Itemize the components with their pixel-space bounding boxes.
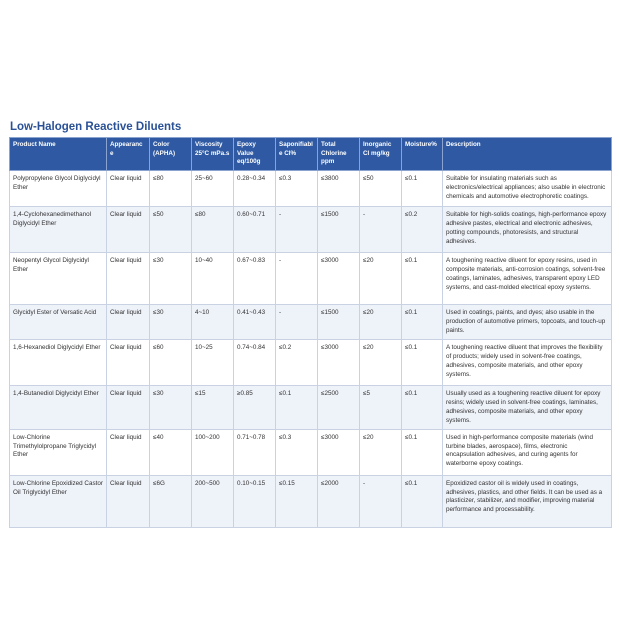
total-chlorine-cell: ≤2000: [318, 475, 360, 527]
appearance-cell: Clear liquid: [107, 339, 150, 385]
epoxy-value-cell: 0.28~0.34: [234, 171, 276, 207]
inorganic-cl-cell: -: [360, 475, 402, 527]
total-chlorine-cell: ≤3800: [318, 171, 360, 207]
product-name-cell: Neopentyl Glycol Diglycidyl Ether: [10, 253, 107, 305]
moisture-cell: ≤0.1: [402, 253, 443, 305]
table-title: Low-Halogen Reactive Diluents: [10, 121, 182, 133]
table-row: [10, 429, 612, 475]
moisture-cell: ≤0.1: [402, 305, 443, 340]
epoxy-value-cell: 0.41~0.43: [234, 305, 276, 340]
color-cell: ≤60: [150, 339, 192, 385]
column-header: Viscosity 25°C mPa.s: [192, 138, 234, 171]
description-cell: Epoxidized castor oil is widely used in coatings, adhesives, plastics, and other fields. It can be used as a plasticizer, stabilizer, and modifier, improving material performance and processability.: [443, 475, 612, 527]
inorganic-cl-cell: ≤20: [360, 305, 402, 340]
table-row: [10, 385, 612, 429]
inorganic-cl-cell: ≤20: [360, 253, 402, 305]
appearance-cell: Clear liquid: [107, 171, 150, 207]
saponifiable-cl-cell: ≤0.3: [276, 171, 318, 207]
table-body: [10, 171, 612, 528]
column-header: Moisture%: [402, 138, 443, 171]
description-cell: A toughening reactive diluent that improves the flexibility of products; widely used in solvent-free coatings, adhesives, composite materials, and other epoxy systems.: [443, 339, 612, 385]
table-row: [10, 339, 612, 385]
epoxy-value-cell: 0.67~0.83: [234, 253, 276, 305]
saponifiable-cl-cell: ≤0.15: [276, 475, 318, 527]
saponifiable-cl-cell: ≤0.3: [276, 429, 318, 475]
appearance-cell: Clear liquid: [107, 253, 150, 305]
viscosity-cell: 200~500: [192, 475, 234, 527]
appearance-cell: Clear liquid: [107, 305, 150, 340]
product-name-cell: Polypropylene Glycol Diglycidyl Ether: [10, 171, 107, 207]
description-cell: Suitable for insulating materials such as electronics/electrical appliances; also usable in electronic chemicals and automotive electrophoretic coatings.: [443, 171, 612, 207]
moisture-cell: ≤0.2: [402, 207, 443, 253]
column-header: Color (APHA): [150, 138, 192, 171]
total-chlorine-cell: ≤3000: [318, 253, 360, 305]
saponifiable-cl-cell: -: [276, 305, 318, 340]
appearance-cell: Clear liquid: [107, 429, 150, 475]
moisture-cell: ≤0.1: [402, 475, 443, 527]
product-name-cell: 1,6-Hexanediol Diglycidyl Ether: [10, 339, 107, 385]
color-cell: ≤30: [150, 253, 192, 305]
epoxy-value-cell: 0.71~0.78: [234, 429, 276, 475]
epoxy-value-cell: 0.74~0.84: [234, 339, 276, 385]
color-cell: ≤80: [150, 171, 192, 207]
inorganic-cl-cell: ≤50: [360, 171, 402, 207]
appearance-cell: Clear liquid: [107, 207, 150, 253]
color-cell: ≤30: [150, 385, 192, 429]
color-cell: ≤30: [150, 305, 192, 340]
table-row: [10, 475, 612, 527]
inorganic-cl-cell: ≤20: [360, 339, 402, 385]
viscosity-cell: 10~25: [192, 339, 234, 385]
color-cell: ≤6G: [150, 475, 192, 527]
description-cell: A toughening reactive diluent for epoxy resins, used in composite materials, anti-corrosion coatings, solvent-free coatings, laminates, adhesives, transparent epoxy LED systems, and cast-molded electrical epoxy systems.: [443, 253, 612, 305]
product-table: [9, 137, 612, 528]
column-header: Description: [443, 138, 612, 171]
column-header: Total Chlorine ppm: [318, 138, 360, 171]
total-chlorine-cell: ≤3000: [318, 339, 360, 385]
color-cell: ≤50: [150, 207, 192, 253]
inorganic-cl-cell: ≤5: [360, 385, 402, 429]
total-chlorine-cell: ≤3000: [318, 429, 360, 475]
viscosity-cell: ≤80: [192, 207, 234, 253]
epoxy-value-cell: ≥0.85: [234, 385, 276, 429]
appearance-cell: Clear liquid: [107, 385, 150, 429]
viscosity-cell: 4~10: [192, 305, 234, 340]
saponifiable-cl-cell: -: [276, 207, 318, 253]
epoxy-value-cell: 0.10~0.15: [234, 475, 276, 527]
product-name-cell: Low-Chlorine Epoxidized Castor Oil Triglycidyl Ether: [10, 475, 107, 527]
viscosity-cell: 25~60: [192, 171, 234, 207]
saponifiable-cl-cell: ≤0.2: [276, 339, 318, 385]
viscosity-cell: 100~200: [192, 429, 234, 475]
total-chlorine-cell: ≤1500: [318, 305, 360, 340]
column-header: Saponifiable Cl%: [276, 138, 318, 171]
total-chlorine-cell: ≤2500: [318, 385, 360, 429]
epoxy-value-cell: 0.60~0.71: [234, 207, 276, 253]
moisture-cell: ≤0.1: [402, 429, 443, 475]
moisture-cell: ≤0.1: [402, 171, 443, 207]
color-cell: ≤40: [150, 429, 192, 475]
column-header: Product Name: [10, 138, 107, 171]
table-row: [10, 171, 612, 207]
description-cell: Suitable for high-solids coatings, high-performance epoxy adhesive pastes, electrical and electronic adhesives, potting compounds, photoresists, and structural adhesives.: [443, 207, 612, 253]
column-header: Inorganic Cl mg/kg: [360, 138, 402, 171]
viscosity-cell: ≤15: [192, 385, 234, 429]
appearance-cell: Clear liquid: [107, 475, 150, 527]
column-header: Appearance: [107, 138, 150, 171]
viscosity-cell: 10~40: [192, 253, 234, 305]
description-cell: Usually used as a toughening reactive diluent for epoxy resins; widely used in solvent-free coatings, laminates, adhesives, composite materials, and other epoxy systems.: [443, 385, 612, 429]
column-header: Epoxy Value eq/100g: [234, 138, 276, 171]
moisture-cell: ≤0.1: [402, 385, 443, 429]
table-row: [10, 253, 612, 305]
description-cell: Used in coatings, paints, and dyes; also usable in the production of automotive primers, topcoats, and touch-up paints.: [443, 305, 612, 340]
inorganic-cl-cell: -: [360, 207, 402, 253]
header-row: [10, 138, 612, 171]
moisture-cell: ≤0.1: [402, 339, 443, 385]
saponifiable-cl-cell: ≤0.1: [276, 385, 318, 429]
table-row: [10, 207, 612, 253]
saponifiable-cl-cell: -: [276, 253, 318, 305]
product-name-cell: Low-Chlorine Trimethylolpropane Triglycidyl Ether: [10, 429, 107, 475]
description-cell: Used in high-performance composite materials (wind turbine blades, aerospace), films, electronic encapsulation adhesives, and curing agents for waterborne epoxy coatings.: [443, 429, 612, 475]
product-name-cell: Glycidyl Ester of Versatic Acid: [10, 305, 107, 340]
total-chlorine-cell: ≤1500: [318, 207, 360, 253]
table-row: [10, 305, 612, 340]
product-name-cell: 1,4-Butanediol Diglycidyl Ether: [10, 385, 107, 429]
product-name-cell: 1,4-Cyclohexanedimethanol Diglycidyl Ether: [10, 207, 107, 253]
inorganic-cl-cell: ≤20: [360, 429, 402, 475]
